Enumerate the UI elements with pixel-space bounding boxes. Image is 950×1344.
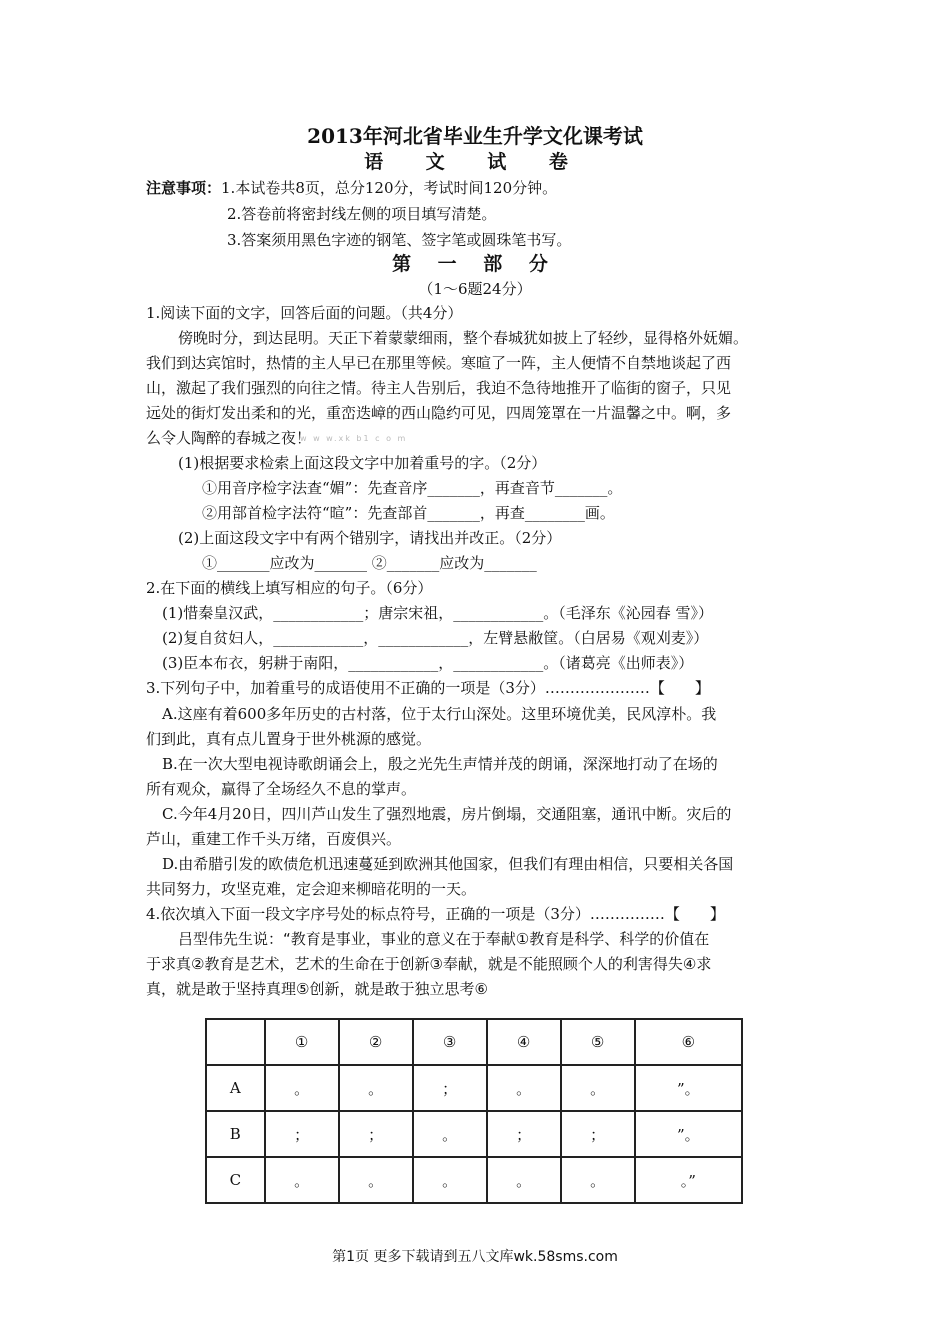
q1-sub2a: ①_______应改为_______ ②_______应改为_______	[202, 554, 537, 572]
table-cell: 。	[413, 1111, 487, 1157]
q1-sub1b: ②用部首检字法符“暄”：先查部首_______，再查________画。	[202, 504, 615, 522]
table-header-cell: ⑥	[635, 1019, 742, 1065]
table-cell: 。	[487, 1157, 561, 1203]
table-cell: 。	[561, 1157, 635, 1203]
punctuation-table	[205, 1018, 743, 1204]
q1-sub1: (1)根据要求检索上面这段文字中加着重号的字。（2分）	[178, 454, 547, 472]
table-cell: ；	[339, 1111, 413, 1157]
table-cell: 。	[265, 1157, 339, 1203]
q2-line: (1)惜秦皇汉武，____________；唐宗宋祖，____________。（毛泽东《沁园春 雪》）	[162, 604, 714, 622]
exam-subtitle: 语 文 试 卷	[364, 151, 586, 173]
table-header-cell: ④	[487, 1019, 561, 1065]
table-header-cell: ①	[265, 1019, 339, 1065]
table-cell: 。”	[635, 1157, 742, 1203]
q3-option-d-cont: 共同努力，攻坚克难，定会迎来柳暗花明的一天。	[146, 880, 477, 898]
part-range: （1～6题24分）	[418, 280, 532, 298]
table-header-cell: ③	[413, 1019, 487, 1065]
table-cell: C	[206, 1157, 265, 1203]
q3-option-b: B.在一次大型电视诗歌朗诵会上，殷之光先生声情并茂的朗诵，深深地打动了在场的	[162, 755, 718, 773]
table-cell: ；	[265, 1111, 339, 1157]
table-cell: 。	[413, 1157, 487, 1203]
q2-line: (2)复自贫妇人，____________，____________，左臂悬敝筐。（白居易《观刈麦》）	[162, 629, 709, 647]
table-row	[206, 1111, 742, 1157]
table-row	[206, 1157, 742, 1203]
table-header-row	[206, 1019, 742, 1065]
q3-option-b-cont: 所有观众，赢得了全场经久不息的掌声。	[146, 780, 417, 798]
q1-stem: 1.阅读下面的文字，回答后面的问题。（共4分）	[146, 304, 463, 322]
q3-option-a: A.这座有着600多年历史的古村落，位于太行山深处。这里环境优美，民风淳朴。我	[162, 705, 717, 723]
q1-sub2: (2)上面这段文字中有两个错别字，请找出并改正。（2分）	[178, 529, 562, 547]
table-cell: ；	[487, 1111, 561, 1157]
table-header-cell: ②	[339, 1019, 413, 1065]
table-cell: 。	[487, 1065, 561, 1111]
q3-option-c-cont: 芦山，重建工作千头万绪，百废俱兴。	[146, 830, 402, 848]
q4-passage-line: 于求真②教育是艺术，艺术的生命在于创新③奉献，就是不能照顾个人的利害得失④求	[146, 955, 712, 973]
table-cell: ”。	[635, 1065, 742, 1111]
page-footer: 第1页 更多下载请到五八文库wk.58sms.com	[332, 1249, 618, 1265]
q1-passage-line: 远处的街灯发出柔和的光，重峦迭嶂的西山隐约可见，四周笼罩在一片温馨之中。啊，多	[146, 404, 732, 422]
table-cell: 。	[339, 1065, 413, 1111]
notice-item-1	[146, 178, 557, 198]
table-header-cell	[206, 1019, 265, 1065]
table-header-cell: ⑤	[561, 1019, 635, 1065]
q1-passage-line: 么令人陶醉的春城之夜！	[146, 429, 312, 447]
table-cell: 。	[339, 1157, 413, 1203]
notice-text-1: 1.本试卷共8页，总分120分，考试时间120分钟。	[221, 179, 558, 197]
q4-passage-line: 真，就是敢于坚持真理⑤创新，就是敢于独立思考⑥	[146, 980, 488, 998]
notice-item-2: 2.答卷前将密封线左侧的项目填写清楚。	[227, 205, 497, 223]
q1-sub1a: ①用音序检字法查“媚”：先查音序_______，再查音节_______。	[202, 479, 623, 497]
table-cell: ；	[561, 1111, 635, 1157]
q1-passage-line: 山，激起了我们强烈的向往之情。待主人告别后，我迫不急待地推开了临街的窗子，只见	[146, 379, 732, 397]
q3-stem: 3.下列句子中，加着重号的成语使用不正确的一项是（3分）…………………【 】	[146, 679, 710, 697]
exam-title: 2013年河北省毕业生升学文化课考试	[307, 124, 643, 148]
table-cell: A	[206, 1065, 265, 1111]
q4-stem: 4.依次填入下面一段文字序号处的标点符号，正确的一项是（3分）……………【 】	[146, 905, 725, 923]
q4-passage-line: 吕型伟先生说：“教育是事业，事业的意义在于奉献①教育是科学、科学的价值在	[178, 930, 710, 948]
q3-option-d: D.由希腊引发的欧债危机迅速蔓延到欧洲其他国家，但我们有理由相信，只要相关各国	[162, 855, 734, 873]
q3-option-c: C.今年4月20日，四川芦山发生了强烈地震，房片倒塌，交通阻塞，通讯中断。灾后的	[162, 805, 732, 823]
table-cell: ”。	[635, 1111, 742, 1157]
notice-item-3: 3.答案须用黑色字迹的钢笔、签字笔或圆珠笔书写。	[227, 231, 572, 249]
table-cell: B	[206, 1111, 265, 1157]
q2-line: (3)臣本布衣，躬耕于南阳，____________，____________。（诸葛亮《出师表》）	[162, 654, 694, 672]
q3-option-a-cont: 们到此，真有点儿置身于世外桃源的感觉。	[146, 730, 432, 748]
watermark: w w w.xk b1 c o m	[300, 434, 408, 443]
table-cell: ；	[413, 1065, 487, 1111]
table-row	[206, 1065, 742, 1111]
q2-stem: 2.在下面的横线上填写相应的句子。（6分）	[146, 579, 433, 597]
q1-passage-line: 我们到达宾馆时，热情的主人早已在那里等候。寒暄了一阵，主人便情不自禁地谈起了西	[146, 354, 732, 372]
part-heading: 第 一 部 分	[392, 253, 558, 275]
table-cell: 。	[265, 1065, 339, 1111]
q1-passage-line: 傍晚时分，到达昆明。天正下着蒙蒙细雨，整个春城犹如披上了轻纱，显得格外妩媚。	[178, 329, 749, 347]
notice-label: 注意事项：	[146, 179, 222, 197]
table-cell: 。	[561, 1065, 635, 1111]
